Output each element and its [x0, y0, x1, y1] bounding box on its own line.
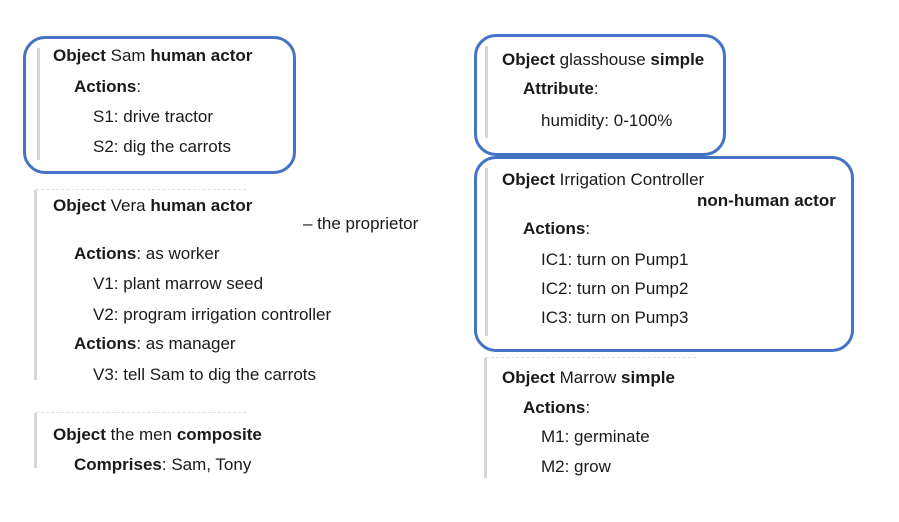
sam-actions-label: Actions: — [74, 77, 142, 96]
vera-actions-worker-label: Actions: as worker — [74, 244, 220, 263]
sam-object-heading: Object Sam human actor — [53, 46, 253, 65]
men-guide-line — [34, 413, 37, 468]
marrow-actions-label: Actions: — [523, 398, 591, 417]
irrigation-action-ic2: IC2: turn on Pump2 — [541, 279, 689, 298]
sam-action-s2: S2: dig the carrots — [93, 137, 231, 156]
glasshouse-attribute-humidity: humidity: 0-100% — [541, 111, 673, 130]
irrigation-actions-label: Actions: — [523, 219, 591, 238]
men-object-heading: Object the men composite — [53, 425, 262, 444]
vera-proprietor-note: – the proprietor — [303, 214, 419, 233]
irrigation-action-ic3: IC3: turn on Pump3 — [541, 308, 689, 327]
vera-action-v3: V3: tell Sam to dig the carrots — [93, 365, 316, 384]
vera-action-v1: V1: plant marrow seed — [93, 274, 264, 293]
irrigation-object-type: non-human actor — [697, 191, 836, 210]
vera-object-heading: Object Vera human actor — [53, 196, 253, 215]
irrigation-guide-line — [485, 168, 488, 336]
sam-guide-line — [37, 48, 40, 160]
vera-guide-line — [34, 190, 37, 380]
marrow-action-m2: M2: grow — [541, 457, 611, 476]
vera-top-guide — [36, 189, 246, 191]
marrow-top-guide — [486, 357, 696, 359]
glasshouse-guide-line — [485, 46, 488, 138]
glasshouse-attribute-label: Attribute: — [523, 79, 599, 98]
vera-action-v2: V2: program irrigation controller — [93, 305, 332, 324]
sam-action-s1: S1: drive tractor — [93, 107, 213, 126]
irrigation-action-ic1: IC1: turn on Pump1 — [541, 250, 689, 269]
men-comprises: Comprises: Sam, Tony — [74, 455, 252, 474]
marrow-object-heading: Object Marrow simple — [502, 368, 675, 387]
men-top-guide — [36, 412, 246, 414]
marrow-action-m1: M1: germinate — [541, 427, 650, 446]
irrigation-object-heading: Object Irrigation Controller — [502, 170, 705, 189]
marrow-guide-line — [484, 358, 487, 478]
glasshouse-object-heading: Object glasshouse simple — [502, 50, 705, 69]
vera-actions-manager-label: Actions: as manager — [74, 334, 236, 353]
